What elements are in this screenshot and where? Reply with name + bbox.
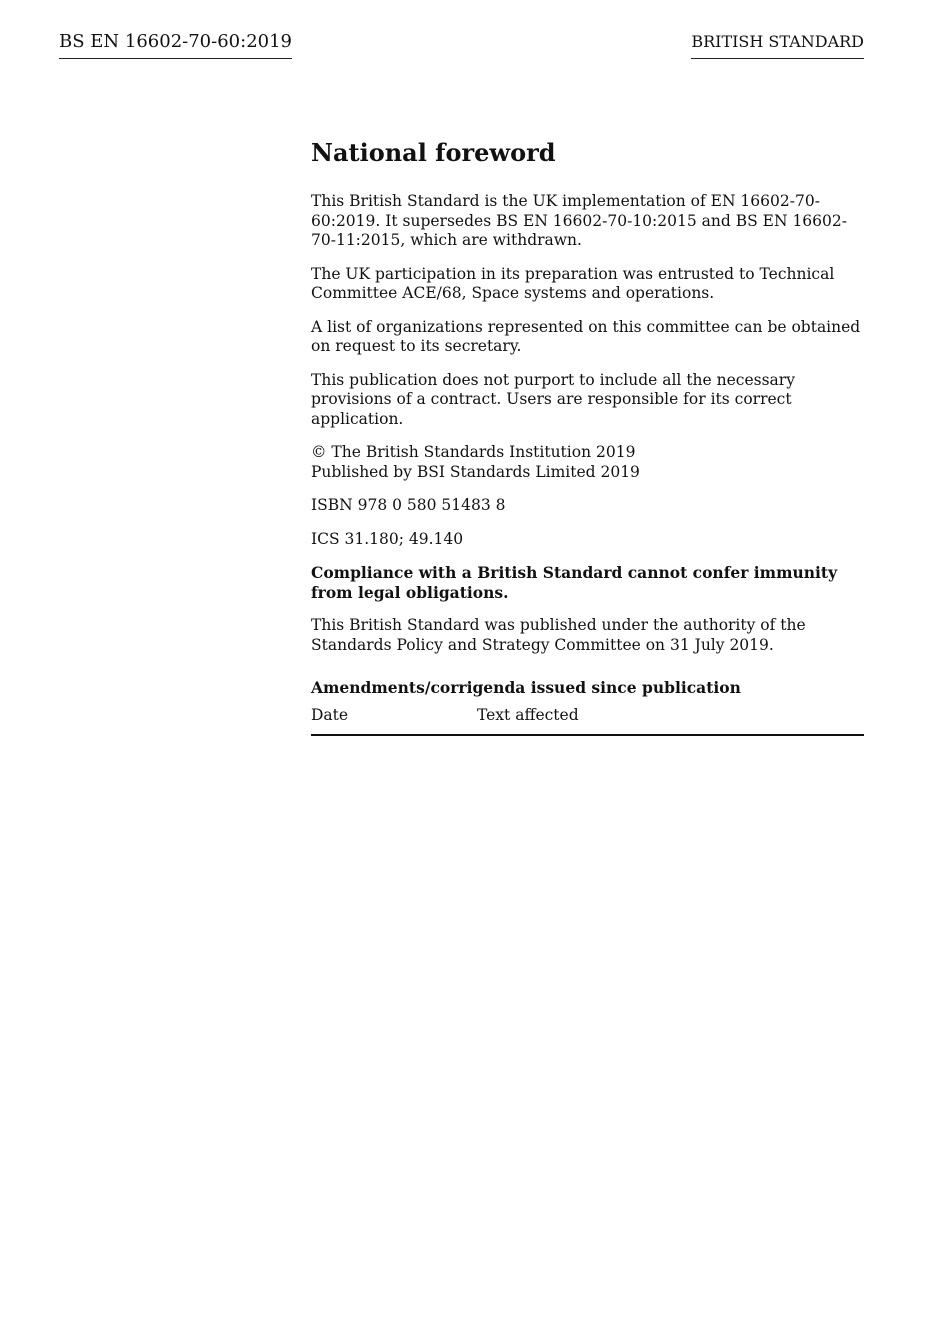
published-line: Published by BSI Standards Limited 2019 (311, 462, 640, 481)
compliance-statement: Compliance with a British Standard cannot confer immunity from legal obligations. (311, 563, 838, 602)
authority-paragraph: This British Standard was published under the authority of the Standards Policy and Strategy Committee on 31 July 2019. (311, 616, 806, 654)
committee-list-paragraph: A list of organizations represented on this committee can be obtained on request to its secretary. (311, 317, 861, 355)
amendments-table-header (311, 706, 864, 737)
isbn-line: ISBN 978 0 580 51483 8 (311, 496, 506, 514)
contract-provisions-paragraph: This publication does not purport to include all the necessary provisions of a contract. Users are responsible for its correct application. (311, 370, 795, 428)
page-title: National foreword (311, 138, 556, 167)
amendments-column-date: Date (311, 705, 349, 724)
copyright-line: © The British Standards Institution 2019 (311, 443, 636, 461)
ics-line: ICS 31.180; 49.140 (311, 529, 464, 548)
copyright-block (311, 443, 864, 482)
implementation-paragraph: This British Standard is the UK implementation of EN 16602-70-60:2019. It supersedes BS EN 16602-70-10:2015 and BS EN 16602-70-11:2015, which are withdrawn. (311, 192, 847, 249)
standard-series-label: BRITISH STANDARD (691, 31, 864, 59)
document-code: BS EN 16602-70-60:2019 (59, 30, 292, 59)
amendments-column-text-affected: Text affected (477, 705, 579, 724)
national-foreword-section (311, 138, 864, 736)
participation-paragraph: The UK participation in its preparation was entrusted to Technical Committee ACE/68, Space systems and operations. (311, 264, 835, 302)
amendments-title: Amendments/corrigenda issued since publication (311, 678, 741, 697)
